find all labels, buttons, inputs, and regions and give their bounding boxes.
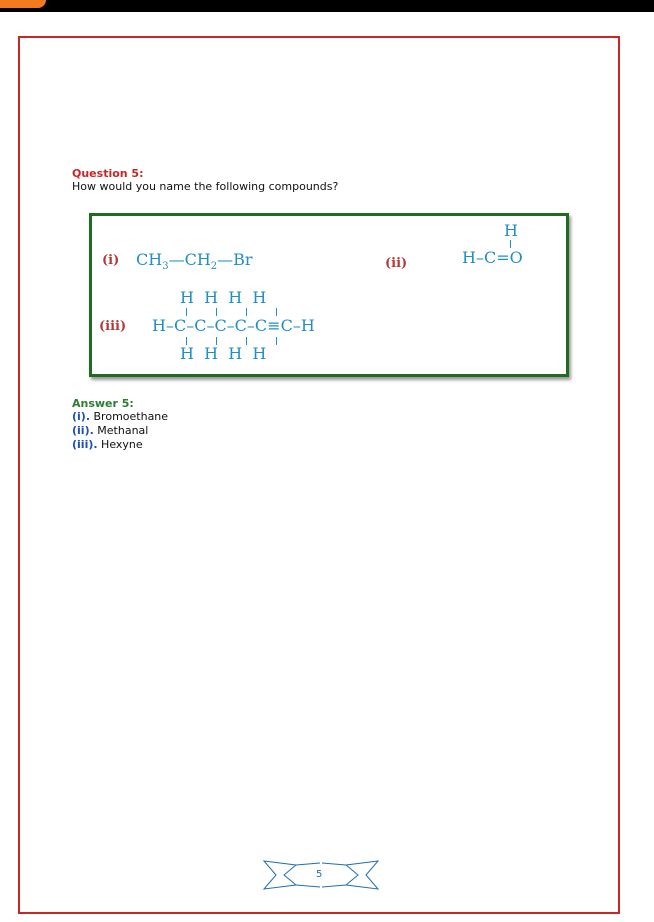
formula-i: $CH_3—CH_2—Br$ <box>136 250 253 273</box>
question-title: Question 5: <box>72 167 144 180</box>
label-iii: (iii) <box>99 319 127 334</box>
question-text: How would you name the following compounds? <box>72 180 339 193</box>
label-ii: (ii) <box>385 256 408 271</box>
answer-item <box>72 424 148 437</box>
answer-item <box>72 438 143 451</box>
top-tab <box>0 0 46 8</box>
answer-item <box>72 410 168 423</box>
formula-box: (i) $CH_3—CH_2—Br$ (ii) H H–C=O (iii) H H H H H–C–C–C–C–C≡C–H H H H H <box>89 213 569 377</box>
answer-num: (ii). <box>72 424 94 437</box>
label-i: (i) <box>102 253 120 268</box>
answer-num: (i). <box>72 410 91 423</box>
answer-text: Hexyne <box>101 438 143 451</box>
answer-text: Methanal <box>97 424 149 437</box>
answer-title: Answer 5: <box>72 397 134 410</box>
answer-num: (iii). <box>72 438 98 451</box>
answer-text: Bromoethane <box>93 410 169 423</box>
top-bar <box>0 0 654 12</box>
page-number: 5 <box>316 869 323 880</box>
